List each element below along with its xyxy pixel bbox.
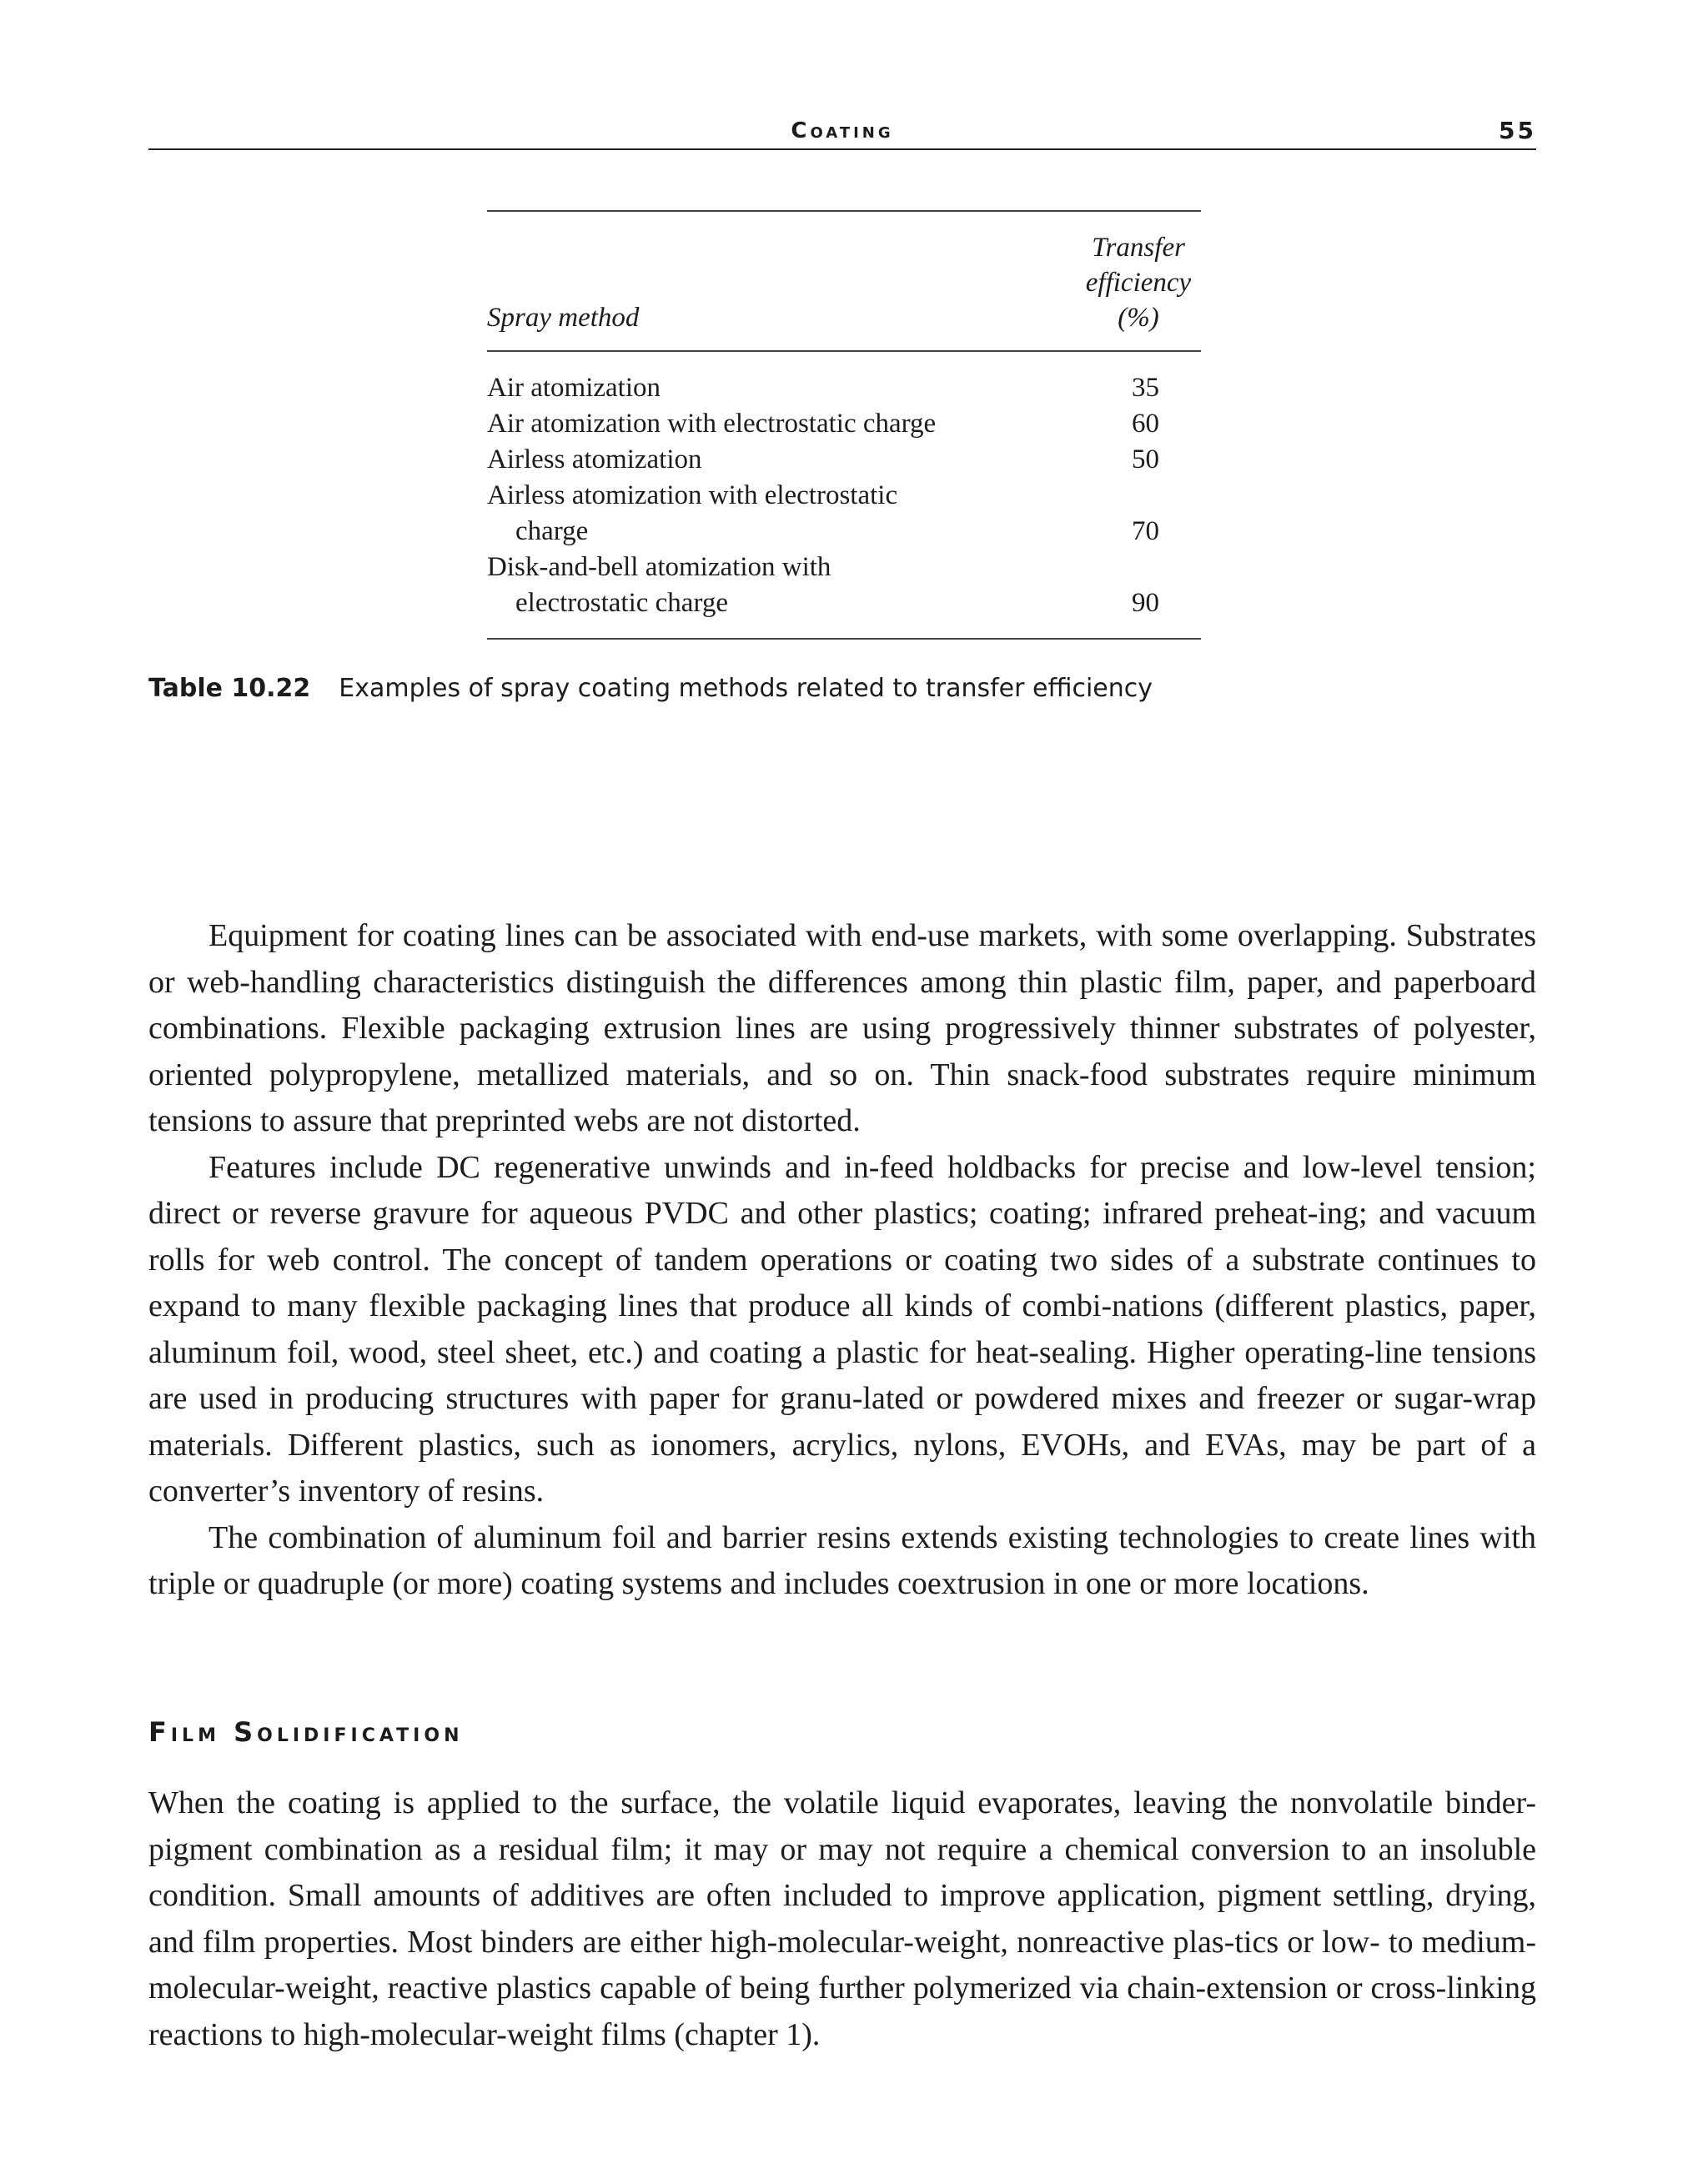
table-row bbox=[487, 550, 1201, 638]
method-text: Airless atomization bbox=[487, 444, 702, 474]
page-number: 55 bbox=[1499, 117, 1536, 144]
cell-method bbox=[487, 478, 1076, 550]
table-row bbox=[487, 478, 1201, 550]
paragraph: The combination of aluminum foil and barrier resins extends existing technologies to create lines with triple or quadruple (or more) coating systems and includes coextrusion in one or more locations. bbox=[148, 1519, 1536, 1601]
running-title: Coating bbox=[791, 118, 894, 143]
data-table bbox=[487, 212, 1201, 638]
spray-method-table bbox=[487, 210, 1201, 640]
caption-text: Examples of spray coating methods related to transfer efficiency bbox=[339, 674, 1153, 703]
table-caption bbox=[148, 674, 1153, 703]
cell-efficiency: 50 bbox=[1132, 444, 1159, 474]
table-row bbox=[487, 406, 1201, 442]
header-line: efficiency bbox=[1085, 268, 1192, 298]
body-text bbox=[148, 913, 1536, 1608]
cell-method bbox=[487, 351, 1076, 406]
method-text-continued: charge bbox=[515, 516, 589, 546]
cell-efficiency: 70 bbox=[1132, 516, 1159, 546]
cell-method bbox=[487, 442, 1076, 478]
caption-label: Table 10.22 bbox=[148, 674, 311, 703]
table-row bbox=[487, 351, 1201, 406]
cell-efficiency: 60 bbox=[1132, 409, 1159, 439]
table-bottom-rule bbox=[487, 638, 1201, 640]
running-header bbox=[148, 115, 1536, 150]
table-row bbox=[487, 442, 1201, 478]
section-body bbox=[148, 1780, 1536, 2058]
paragraph: When the coating is applied to the surface, the volatile liquid evaporates, leaving the nonvolatile binder-pigment combination as a residual film; it may or may not require a chemical conversion to an insoluble condition. Small amounts of additives are often included to improve application, pigment settling, drying, and film properties. Most binders are either high-molecular-weight, nonreactive plas-tics or low- to medium-molecular-weight, reactive plastics capable of being further polymerized via chain-extension or cross-linking reactions to high-molecular-weight films (chapter 1). bbox=[148, 1785, 1536, 2052]
method-text: Air atomization with electrostatic charge bbox=[487, 409, 937, 439]
method-text-continued: electrostatic charge bbox=[515, 588, 728, 618]
paragraph: Features include DC regenerative unwinds and in-feed holdbacks for precise and low-level tension; direct or reverse gravure for aqueous PVDC and other plastics; coating; infrared preheat-ing; and vacuum rolls for web control. The concept of tandem operations or coating two sides of a substrate continues to expand to many flexible packaging lines that produce all kinds of combi-nations (different plastics, paper, aluminum foil, wood, steel sheet, etc.) and coating a plastic for heat-sealing. Higher operating-line tensions are used in producing structures with paper for granu-lated or powdered mixes and freezer or sugar-wrap materials. Different plastics, such as ionomers, acrylics, nylons, EVOHs, and EVAs, may be part of a converter’s inventory of resins. bbox=[148, 1149, 1536, 1509]
cell-method bbox=[487, 550, 1076, 638]
method-text: Airless atomization with electrostatic bbox=[487, 480, 898, 510]
section-heading: Film Solidification bbox=[148, 1716, 464, 1748]
paragraph: Equipment for coating lines can be associated with end-use markets, with some overlapping. Substrates or web-handling characteristics distinguish the differences among thin plastic film, paper, and paperboard combinations. Flexible packaging extrusion lines are using progressively thinner substrates of polyester, oriented polypropylene, metallized materials, and so on. Thin snack-food substrates require minimum tensions to assure that preprinted webs are not distorted. bbox=[148, 918, 1536, 1138]
header-line: (%) bbox=[1118, 303, 1159, 333]
column-header-spray-method: Spray method bbox=[487, 303, 640, 333]
cell-efficiency: 35 bbox=[1132, 373, 1159, 403]
cell-method bbox=[487, 406, 1076, 442]
header-line: Transfer bbox=[1092, 233, 1185, 263]
cell-efficiency: 90 bbox=[1132, 588, 1159, 618]
table-header-row bbox=[487, 212, 1201, 351]
column-header-transfer-efficiency bbox=[1076, 212, 1201, 351]
method-text: Air atomization bbox=[487, 373, 661, 403]
method-text: Disk-and-bell atomization with bbox=[487, 552, 831, 582]
